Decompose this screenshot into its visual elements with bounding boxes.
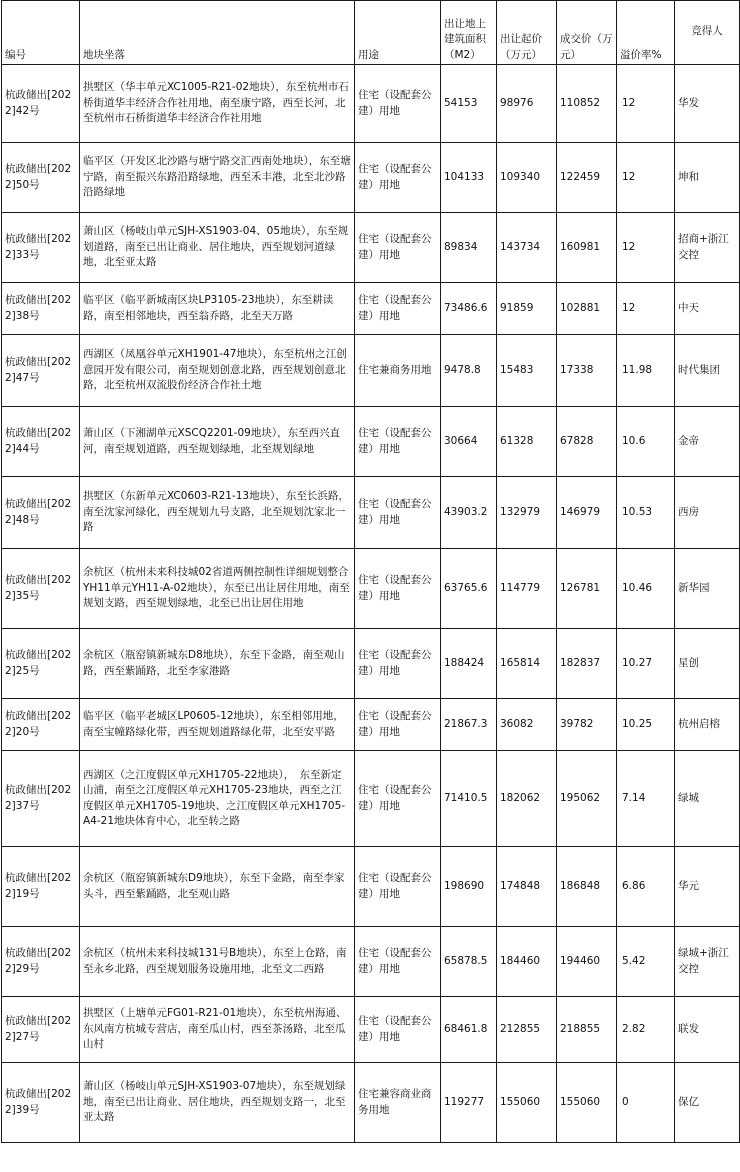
cell-location: 萧山区（杨岐山单元SJH-XS1903-07地块），东至规划绿地，南至已出让商业、居住地块，西至规划支路一，北至亚太路 bbox=[80, 1063, 355, 1143]
cell-area: 54153 bbox=[441, 65, 497, 143]
cell-location: 拱墅区（东新单元XC0603-R21-13地块），东至长浜路，南至沈家河绿化，西至规划九号支路，北至规划沈家北一路 bbox=[80, 477, 355, 549]
cell-location: 余杭区（瓶窑镇新城东D8地块），东至下金路，南至观山路，西至紫踊路，北至李家港路 bbox=[80, 629, 355, 699]
cell-use: 住宅（设配套公建）用地 bbox=[355, 927, 441, 997]
cell-area: 119277 bbox=[441, 1063, 497, 1143]
table-row bbox=[2, 629, 740, 699]
cell-area: 30664 bbox=[441, 407, 497, 477]
cell-use: 住宅（设配套公建）用地 bbox=[355, 847, 441, 927]
cell-location: 余杭区（瓶窑镇新城东D9地块），东至下金路，南至李家头斗，西至紫踊路，北至观山路 bbox=[80, 847, 355, 927]
cell-start-price: 143734 bbox=[497, 213, 557, 283]
table-row bbox=[2, 997, 740, 1063]
cell-location: 临平区（临平老城区LP0605-12地块），东至相邻用地，南至宝幢路绿化带，西至规划道路绿化带，北至安平路 bbox=[80, 699, 355, 751]
cell-winner: 西房 bbox=[675, 477, 740, 549]
cell-premium: 10.46 bbox=[617, 549, 675, 629]
land-auction-table bbox=[1, 0, 740, 1143]
cell-area: 21867.3 bbox=[441, 699, 497, 751]
cell-winner: 华元 bbox=[675, 847, 740, 927]
cell-premium: 10.27 bbox=[617, 629, 675, 699]
cell-id: 杭政储出[2022]48号 bbox=[2, 477, 80, 549]
cell-start-price: 15483 bbox=[497, 335, 557, 407]
cell-area: 73486.6 bbox=[441, 283, 497, 335]
header-start-price: 出让起价（万元） bbox=[497, 1, 557, 65]
cell-use: 住宅（设配套公建）用地 bbox=[355, 699, 441, 751]
cell-premium: 10.6 bbox=[617, 407, 675, 477]
cell-deal-price: 155060 bbox=[557, 1063, 617, 1143]
cell-premium: 10.53 bbox=[617, 477, 675, 549]
cell-location: 临平区（临平新城南区块LP3105-23地块），东至耕读路，南至相邻地块，西至翁乔路，北至天万路 bbox=[80, 283, 355, 335]
cell-start-price: 114779 bbox=[497, 549, 557, 629]
table-row bbox=[2, 847, 740, 927]
table-row bbox=[2, 283, 740, 335]
header-deal-price: 成交价（万元） bbox=[557, 1, 617, 65]
cell-premium: 12 bbox=[617, 283, 675, 335]
table-row bbox=[2, 65, 740, 143]
cell-start-price: 212855 bbox=[497, 997, 557, 1063]
table-row bbox=[2, 335, 740, 407]
cell-id: 杭政储出[2022]33号 bbox=[2, 213, 80, 283]
cell-winner: 华发 bbox=[675, 65, 740, 143]
cell-id: 杭政储出[2022]19号 bbox=[2, 847, 80, 927]
cell-start-price: 132979 bbox=[497, 477, 557, 549]
cell-use: 住宅（设配套公建）用地 bbox=[355, 629, 441, 699]
cell-deal-price: 182837 bbox=[557, 629, 617, 699]
cell-premium: 2.82 bbox=[617, 997, 675, 1063]
cell-location: 西湖区（凤凰谷单元XH1901-47地块），东至杭州之江创意园开发有限公司，南至规划创意北路，西至规划创意北路，北至杭州双流股份经济合作社土地 bbox=[80, 335, 355, 407]
cell-location: 拱墅区（上塘单元FG01-R21-01地块），东至杭州海通、东风南方杭城专营店，南至瓜山村，西至茶汤路，北至瓜山村 bbox=[80, 997, 355, 1063]
cell-location: 余杭区（杭州未来科技城02省道两侧控制性详细规划整合YH11单元YH11-A-02地块），东至已出让居住用地，南至规划支路，西至规划绿地，北至已出让居住用地 bbox=[80, 549, 355, 629]
table-row bbox=[2, 143, 740, 213]
cell-id: 杭政储出[2022]47号 bbox=[2, 335, 80, 407]
cell-area: 63765.6 bbox=[441, 549, 497, 629]
cell-premium: 12 bbox=[617, 65, 675, 143]
cell-start-price: 98976 bbox=[497, 65, 557, 143]
table-row bbox=[2, 751, 740, 847]
cell-premium: 5.42 bbox=[617, 927, 675, 997]
cell-location: 萧山区（杨岐山单元SJH-XS1903-04、05地块），东至规划道路，南至已出让商业、居住地块，西至规划河道绿地，北至亚太路 bbox=[80, 213, 355, 283]
cell-start-price: 109340 bbox=[497, 143, 557, 213]
cell-use: 住宅（设配套公建）用地 bbox=[355, 65, 441, 143]
table-row bbox=[2, 699, 740, 751]
cell-deal-price: 195062 bbox=[557, 751, 617, 847]
cell-deal-price: 126781 bbox=[557, 549, 617, 629]
cell-start-price: 91859 bbox=[497, 283, 557, 335]
cell-location: 拱墅区（华丰单元XC1005-R21-02地块），东至杭州市石桥街道华丰经济合作社用地，南至康宁路，西至长河，北至杭州市石桥街道华丰经济合作社用地 bbox=[80, 65, 355, 143]
cell-area: 188424 bbox=[441, 629, 497, 699]
header-row bbox=[2, 1, 740, 65]
cell-use: 住宅（设配套公建）用地 bbox=[355, 213, 441, 283]
header-area: 出让地上建筑面积（M2） bbox=[441, 1, 497, 65]
cell-use: 住宅（设配套公建）用地 bbox=[355, 407, 441, 477]
cell-winner: 坤和 bbox=[675, 143, 740, 213]
cell-id: 杭政储出[2022]35号 bbox=[2, 549, 80, 629]
cell-deal-price: 110852 bbox=[557, 65, 617, 143]
cell-location: 余杭区（杭州未来科技城131号B地块），东至上仓路，南至永乡北路，西至规划服务设施用地，北至文二西路 bbox=[80, 927, 355, 997]
cell-deal-price: 194460 bbox=[557, 927, 617, 997]
cell-premium: 0 bbox=[617, 1063, 675, 1143]
cell-winner: 招商+浙江交控 bbox=[675, 213, 740, 283]
cell-id: 杭政储出[2022]29号 bbox=[2, 927, 80, 997]
cell-winner: 联发 bbox=[675, 997, 740, 1063]
cell-area: 71410.5 bbox=[441, 751, 497, 847]
cell-winner: 绿城+浙江交控 bbox=[675, 927, 740, 997]
cell-id: 杭政储出[2022]42号 bbox=[2, 65, 80, 143]
cell-winner: 杭州启榕 bbox=[675, 699, 740, 751]
cell-use: 住宅（设配套公建）用地 bbox=[355, 549, 441, 629]
cell-start-price: 174848 bbox=[497, 847, 557, 927]
cell-premium: 12 bbox=[617, 213, 675, 283]
table-row bbox=[2, 549, 740, 629]
cell-premium: 11.98 bbox=[617, 335, 675, 407]
cell-area: 43903.2 bbox=[441, 477, 497, 549]
cell-id: 杭政储出[2022]20号 bbox=[2, 699, 80, 751]
cell-use: 住宅（设配套公建）用地 bbox=[355, 143, 441, 213]
cell-area: 9478.8 bbox=[441, 335, 497, 407]
header-id: 编号 bbox=[2, 1, 80, 65]
cell-id: 杭政储出[2022]37号 bbox=[2, 751, 80, 847]
cell-use: 住宅兼商务用地 bbox=[355, 335, 441, 407]
cell-start-price: 155060 bbox=[497, 1063, 557, 1143]
cell-winner: 新华园 bbox=[675, 549, 740, 629]
cell-area: 89834 bbox=[441, 213, 497, 283]
table-row bbox=[2, 213, 740, 283]
cell-start-price: 61328 bbox=[497, 407, 557, 477]
cell-start-price: 184460 bbox=[497, 927, 557, 997]
header-location: 地块坐落 bbox=[80, 1, 355, 65]
cell-area: 65878.5 bbox=[441, 927, 497, 997]
cell-deal-price: 17338 bbox=[557, 335, 617, 407]
header-winner: 竞得人 bbox=[675, 1, 740, 65]
table-row bbox=[2, 477, 740, 549]
cell-winner: 金帝 bbox=[675, 407, 740, 477]
cell-winner: 绿城 bbox=[675, 751, 740, 847]
cell-area: 104133 bbox=[441, 143, 497, 213]
cell-deal-price: 102881 bbox=[557, 283, 617, 335]
cell-winner: 星创 bbox=[675, 629, 740, 699]
cell-deal-price: 39782 bbox=[557, 699, 617, 751]
cell-use: 住宅（设配套公建）用地 bbox=[355, 751, 441, 847]
cell-id: 杭政储出[2022]25号 bbox=[2, 629, 80, 699]
cell-id: 杭政储出[2022]39号 bbox=[2, 1063, 80, 1143]
cell-use: 住宅（设配套公建）用地 bbox=[355, 283, 441, 335]
cell-winner: 保亿 bbox=[675, 1063, 740, 1143]
cell-premium: 7.14 bbox=[617, 751, 675, 847]
cell-deal-price: 67828 bbox=[557, 407, 617, 477]
cell-start-price: 165814 bbox=[497, 629, 557, 699]
cell-area: 198690 bbox=[441, 847, 497, 927]
cell-deal-price: 160981 bbox=[557, 213, 617, 283]
cell-premium: 12 bbox=[617, 143, 675, 213]
cell-id: 杭政储出[2022]44号 bbox=[2, 407, 80, 477]
cell-location: 临平区（开发区北沙路与塘宁路交汇西南处地块），东至塘宁路，南至振兴东路沿路绿地，西至禾丰港，北至北沙路沿路绿地 bbox=[80, 143, 355, 213]
cell-id: 杭政储出[2022]50号 bbox=[2, 143, 80, 213]
table-row bbox=[2, 1063, 740, 1143]
cell-winner: 时代集团 bbox=[675, 335, 740, 407]
cell-deal-price: 146979 bbox=[557, 477, 617, 549]
cell-id: 杭政储出[2022]27号 bbox=[2, 997, 80, 1063]
cell-winner: 中天 bbox=[675, 283, 740, 335]
cell-location: 西湖区（之江度假区单元XH1705-22地块）， 东至新定山浦，南至之江度假区单元XH1705-23地块，西至之江度假区单元XH1705-19地块、之江度假区单元XH1705-A4-21地块体育中心，北至转之路 bbox=[80, 751, 355, 847]
cell-deal-price: 122459 bbox=[557, 143, 617, 213]
header-use: 用途 bbox=[355, 1, 441, 65]
cell-start-price: 36082 bbox=[497, 699, 557, 751]
cell-id: 杭政储出[2022]38号 bbox=[2, 283, 80, 335]
table-row bbox=[2, 407, 740, 477]
cell-location: 萧山区（下湘湖单元XSCQ2201-09地块），东至西兴直河，南至规划道路，西至规划绿地，北至规划绿地 bbox=[80, 407, 355, 477]
cell-use: 住宅（设配套公建）用地 bbox=[355, 477, 441, 549]
cell-start-price: 182062 bbox=[497, 751, 557, 847]
cell-deal-price: 218855 bbox=[557, 997, 617, 1063]
table-row bbox=[2, 927, 740, 997]
cell-use: 住宅（设配套公建）用地 bbox=[355, 997, 441, 1063]
cell-premium: 10.25 bbox=[617, 699, 675, 751]
header-premium: 溢价率% bbox=[617, 1, 675, 65]
cell-premium: 6.86 bbox=[617, 847, 675, 927]
cell-deal-price: 186848 bbox=[557, 847, 617, 927]
cell-use: 住宅兼容商业商务用地 bbox=[355, 1063, 441, 1143]
cell-area: 68461.8 bbox=[441, 997, 497, 1063]
